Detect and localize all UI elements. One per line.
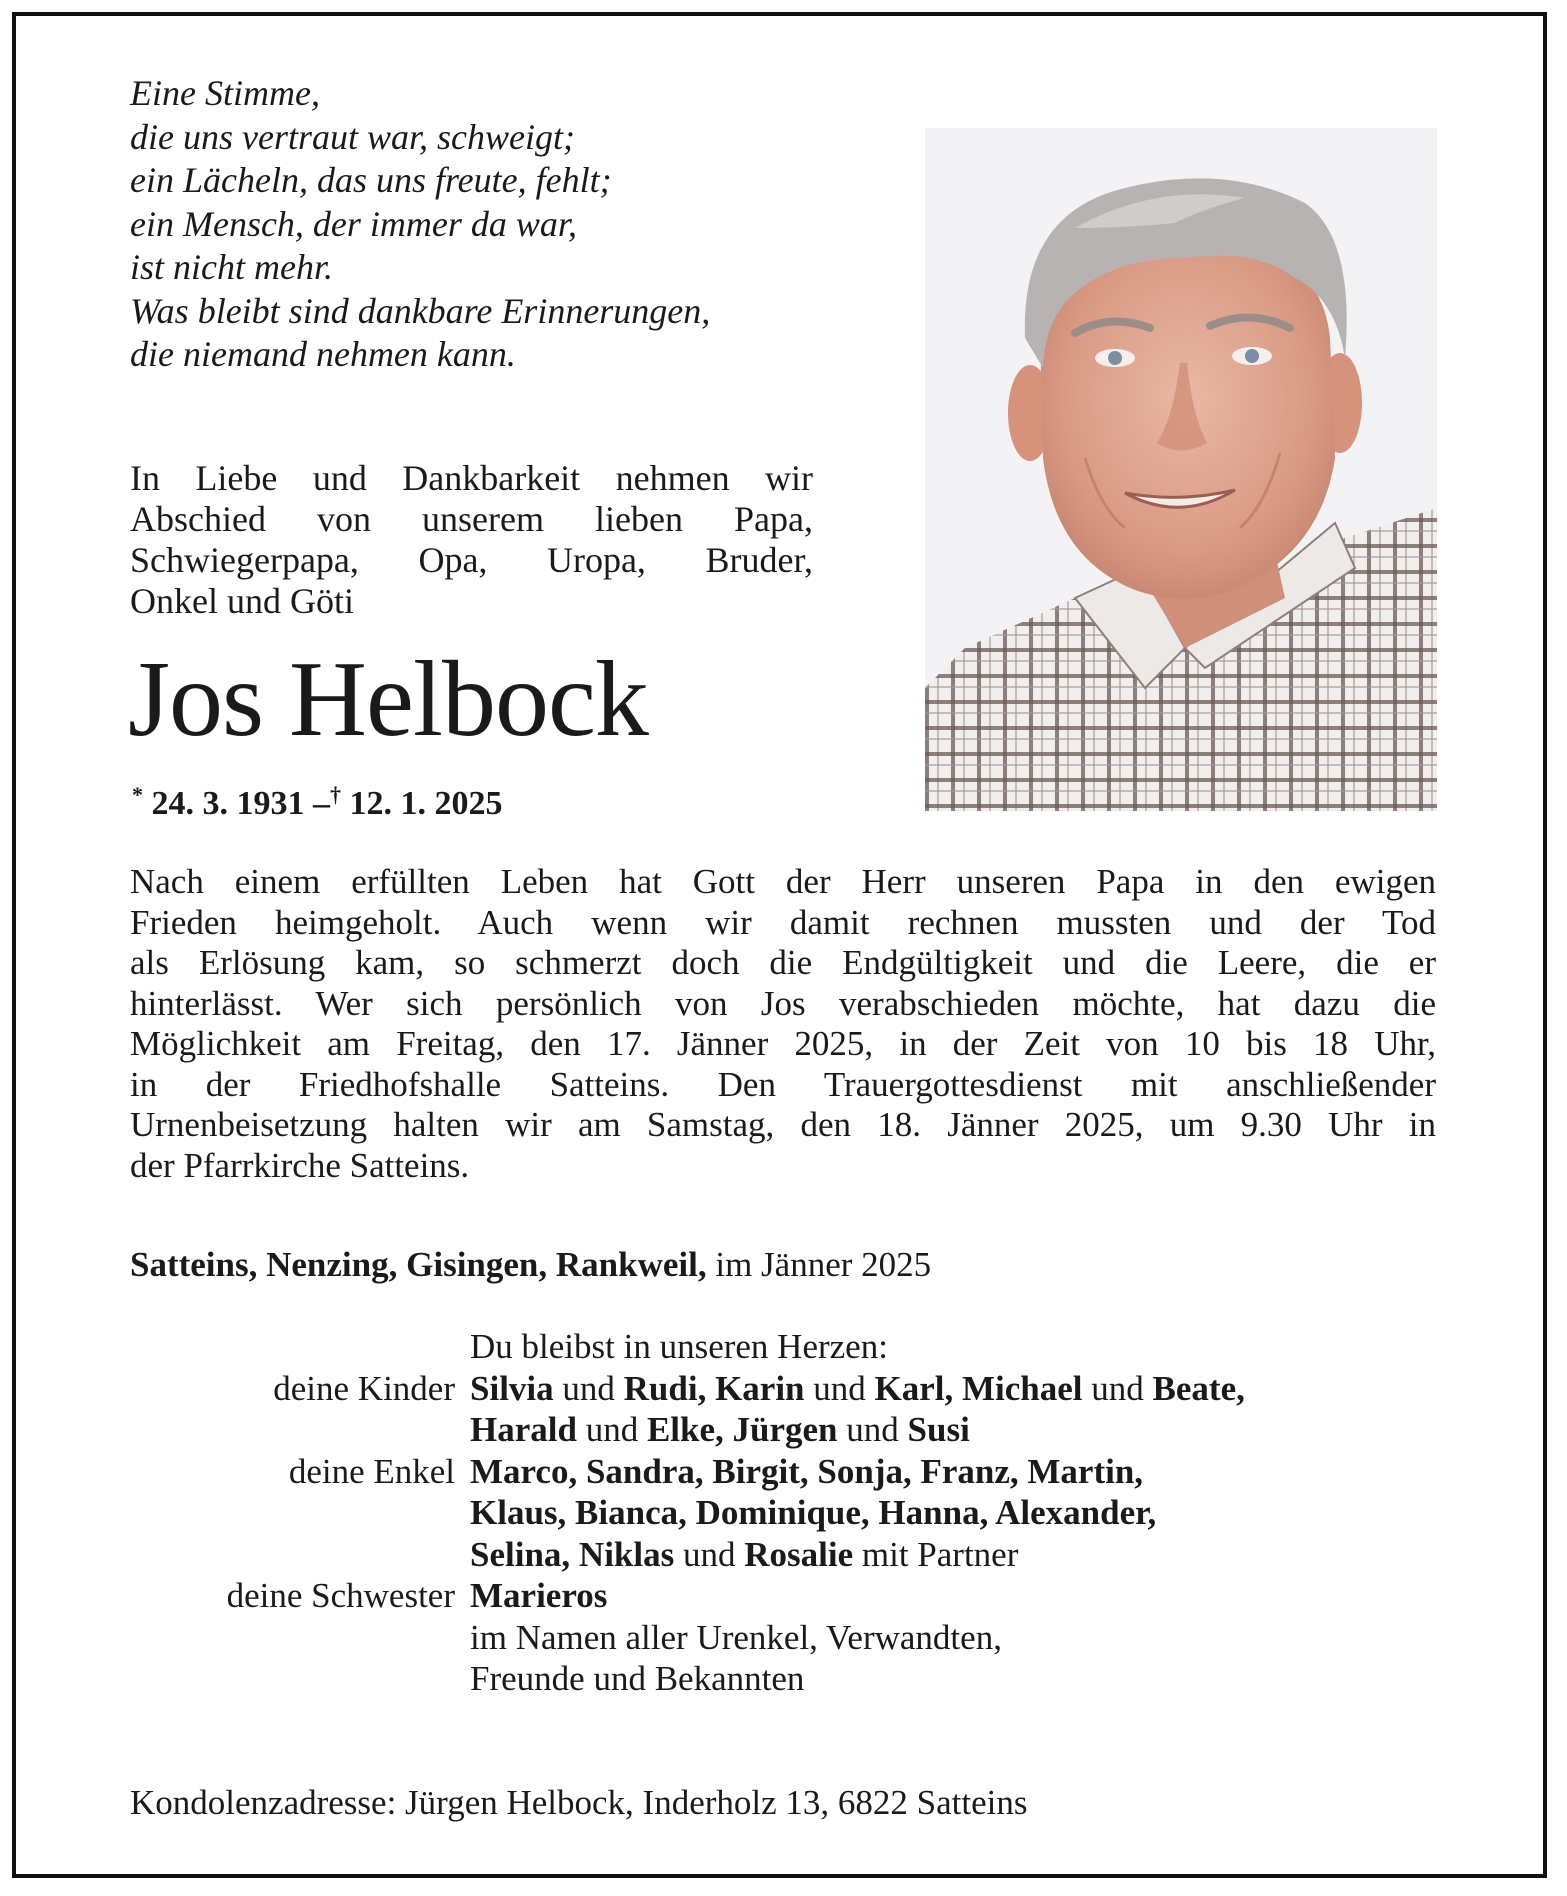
connector-text: und: [576, 1410, 647, 1449]
family-role: deine Schwester: [226, 1576, 455, 1615]
family-names: [470, 1368, 1245, 1410]
intro-text: [130, 458, 813, 622]
obituary-line: hinterlässt. Wer sich persönlich von Jos verabschieden möchte, hat dazu die: [130, 983, 1436, 1023]
death-mark: †: [330, 782, 341, 807]
death-date: 12. 1. 2025: [349, 785, 503, 822]
obituary-line: Möglichkeit am Freitag, den 17. Jänner 2025, in der Zeit von 10 bis 18 Uhr,: [130, 1024, 1436, 1063]
connector-text: Freunde und Bekannten: [470, 1659, 805, 1698]
poem-line: ein Lächeln, das uns freute, fehlt;: [130, 160, 612, 200]
connector-text: mit Partner: [853, 1534, 1019, 1574]
connector-text: und: [553, 1368, 624, 1408]
family-names: [470, 1617, 1002, 1659]
obituary-line: als Erlösung kam, so schmerzt doch die Endgültigkeit und die Leere, die er: [130, 943, 1436, 982]
memorial-poem: [130, 72, 710, 377]
connector-text: und: [804, 1368, 875, 1408]
obituary-line: in der Friedhofshalle Satteins. Den Trauergottesdienst mit anschließender: [130, 1064, 1436, 1104]
family-member-name: Elke, Jürgen: [646, 1410, 838, 1449]
family-names: [470, 1658, 804, 1700]
family-member-name: Harald: [470, 1410, 577, 1449]
towns: Satteins, Nenzing, Gisingen, Rankweil,: [130, 1245, 707, 1284]
family-names: [470, 1534, 1018, 1576]
family-member-name: Selina, Niklas: [470, 1534, 675, 1574]
family-names: [470, 1409, 970, 1451]
family-member-name: Klaus, Bianca, Dominique, Hanna, Alexander,: [470, 1493, 1157, 1532]
obituary-line: Nach einem erfüllten Leben hat Gott der Herr unseren Papa in den ewigen: [130, 862, 1436, 901]
obituary-text: [130, 862, 1436, 1186]
family-member-name: Karl, Michael: [874, 1368, 1083, 1408]
condolence-address: Kondolenzadresse: Jürgen Helbock, Inderholz 13, 6822 Satteins: [130, 1783, 1028, 1822]
family-role: deine Enkel: [288, 1451, 455, 1491]
intro-line: Onkel und Göti: [130, 581, 354, 621]
family-member-name: Marco, Sandra, Birgit, Sonja, Franz, Martin,: [470, 1451, 1144, 1491]
family-member-name: Silvia: [470, 1368, 554, 1408]
birth-date: 24. 3. 1931: [151, 785, 305, 822]
poem-line: Was bleibt sind dankbare Erinnerungen,: [130, 290, 711, 331]
family-member-name: Rudi, Karin: [623, 1368, 805, 1408]
family-role: deine Kinder: [273, 1368, 455, 1408]
connector-text: und: [674, 1534, 745, 1574]
poem-line: ein Mensch, der immer da war,: [130, 203, 577, 244]
family-member-name: Susi: [907, 1410, 970, 1449]
family-names: [470, 1451, 1143, 1493]
places-line: [130, 1245, 931, 1285]
intro-line: In Liebe und Dankbarkeit nehmen wir: [130, 458, 813, 498]
intro-line: Schwiegerpapa, Opa, Uropa, Bruder,: [130, 540, 813, 580]
birth-mark: *: [132, 782, 143, 807]
deceased-name: Jos Helbock: [128, 640, 648, 759]
family-member-name: Beate,: [1152, 1368, 1245, 1408]
family-member-name: Marieros: [470, 1576, 608, 1615]
life-dates: [132, 782, 503, 823]
obituary-line: Urnenbeisetzung halten wir am Samstag, den 18. Jänner 2025, um 9.30 Uhr in: [130, 1105, 1436, 1144]
date-dash: –: [313, 785, 330, 822]
poem-line: ist nicht mehr.: [130, 247, 333, 287]
obituary-line: Frieden heimgeholt. Auch wenn wir damit rechnen mussten und der Tod: [130, 902, 1436, 942]
connector-text: im Namen aller Urenkel, Verwandten,: [470, 1617, 1002, 1657]
portrait-photo: [925, 128, 1437, 811]
family-heading: Du bleibst in unseren Herzen:: [470, 1327, 888, 1366]
family-names: [470, 1575, 607, 1617]
notice-date: im Jänner 2025: [715, 1245, 932, 1284]
poem-line: die uns vertraut war, schweigt;: [130, 116, 575, 157]
family-member-name: Rosalie: [744, 1534, 854, 1574]
obituary-line: der Pfarrkirche Satteins.: [130, 1145, 470, 1185]
connector-text: und: [1082, 1368, 1153, 1408]
poem-line: Eine Stimme,: [130, 73, 320, 113]
intro-line: Abschied von unserem lieben Papa,: [130, 499, 813, 539]
family-names: [470, 1492, 1156, 1534]
connector-text: und: [837, 1410, 908, 1449]
poem-line: die niemand nehmen kann.: [130, 334, 516, 374]
